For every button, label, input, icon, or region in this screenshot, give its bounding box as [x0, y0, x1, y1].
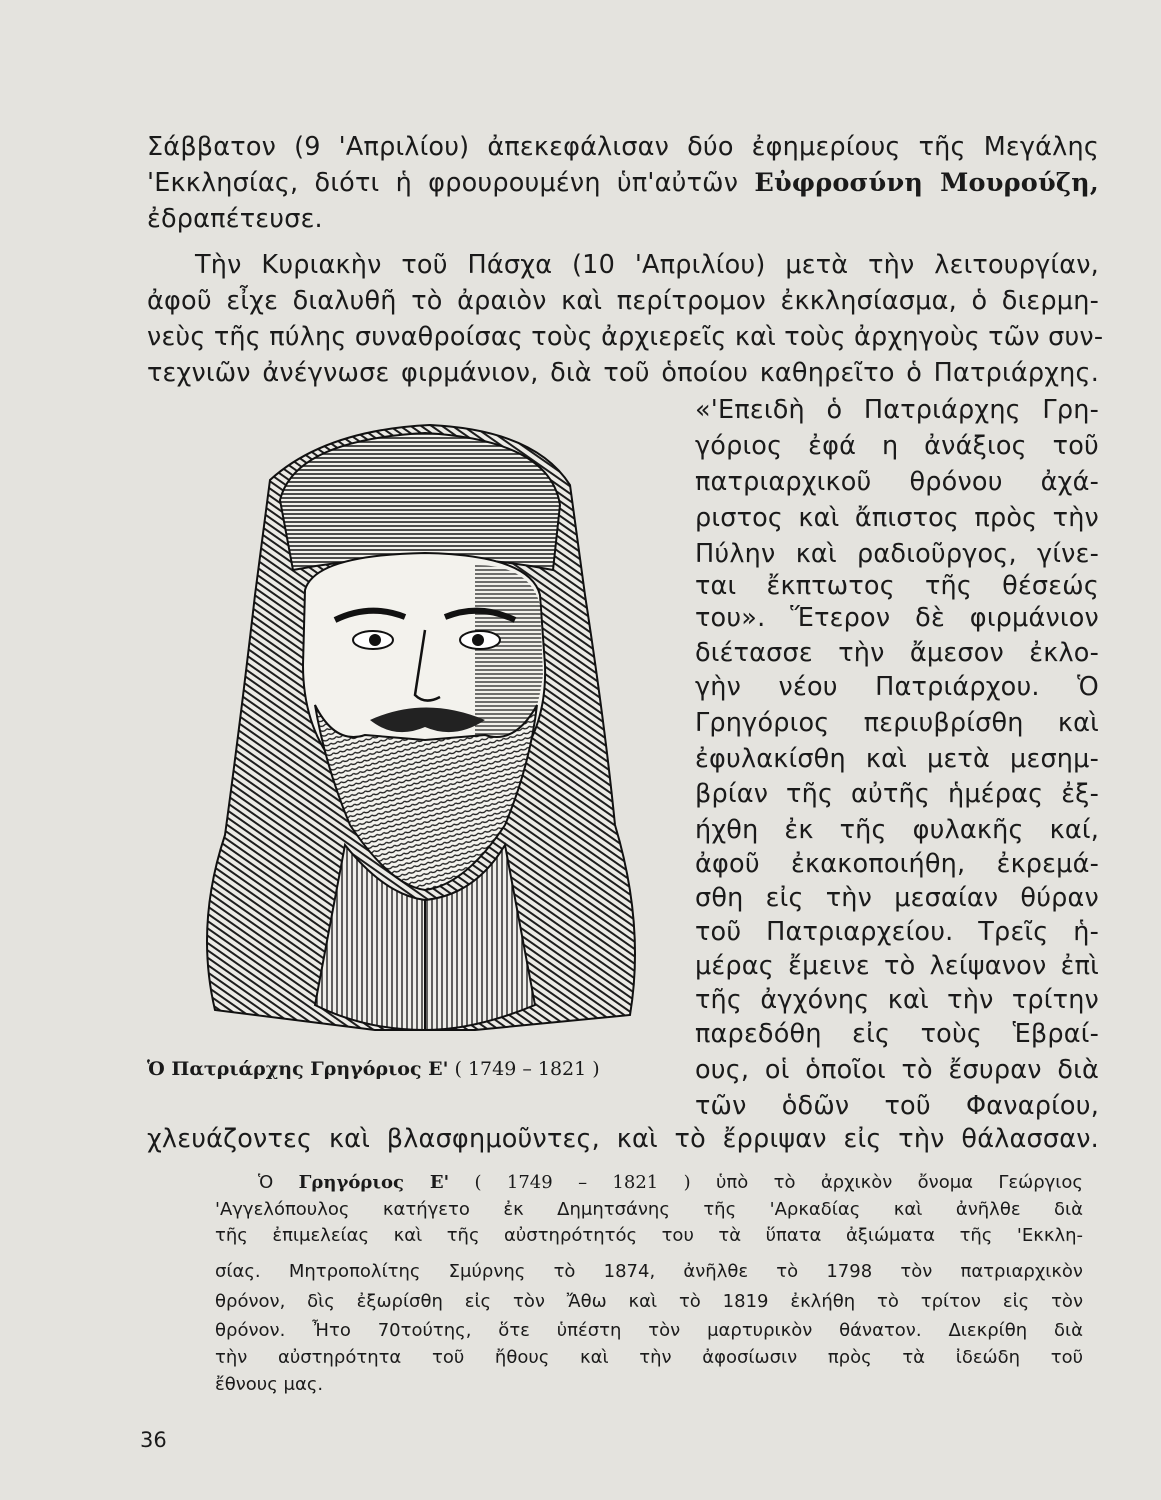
right-line-18: τῆς ἀγχόνης καὶ τὴν τρίτην: [695, 985, 1099, 1015]
right-line-17: μέρας ἔμεινε τὸ λείψανον ἐπὶ: [695, 951, 1099, 981]
right-line-1: «'Επειδὴ ὁ Πατριάρχης Γρη-: [695, 395, 1099, 425]
right-line-6: ται ἔκπτωτος τῆς θέσεώς: [695, 571, 1099, 601]
right-line-20: ους, οἱ ὁποῖοι τὸ ἔσυραν διὰ: [695, 1055, 1099, 1085]
page-number: 36: [140, 1428, 167, 1452]
footnote-prefix: Ὁ: [258, 1172, 274, 1193]
right-line-12: βρίαν τῆς αὐτῆς ἡμέρας ἐξ-: [695, 779, 1099, 809]
right-line-19: παρεδόθη εἰς τοὺς Ἑβραί-: [695, 1019, 1099, 1049]
right-line-5: Πύλην καὶ ραδιοῦργος, γίνε-: [695, 539, 1099, 569]
body-line-6: νεὺς τῆς πύλης συναθροίσας τοὺς ἀρχιερεῖς καὶ τοὺς ἀρχηγοὺς τῶν συν-: [147, 322, 1104, 352]
footnote-line-3: τῆς ἐπιμελείας καὶ τῆς αὐστηρότητός του τὰ ὕπατα ἀξιώματα τῆς 'Εκκλη-: [215, 1225, 1083, 1246]
footnote-bold-name: Γρηγόριος Ε': [298, 1172, 450, 1193]
footnote-line-5: θρόνον, δὶς ἐξωρίσθη εἰς τὸν Ἄθω καὶ τὸ 1819 ἐκλήθη τὸ τρίτον εἰς τὸν: [215, 1291, 1083, 1312]
right-line-7: του». Ἕτερον δὲ φιρμάνιον: [695, 603, 1099, 633]
footnote-line-1: [258, 1170, 1083, 1195]
body-line-5: ἀφοῦ εἶχε διαλυθῆ τὸ ἀραιὸν καὶ περίτρομον ἐκκλησίασμα, ὁ διερμη-: [147, 286, 1099, 316]
body-line-7: τεχνιῶν ἀνέγνωσε φιρμάνιον, διὰ τοῦ ὁποίου καθηρεῖτο ὁ Πατριάρχης.: [147, 358, 1099, 388]
right-line-4: ριστος καὶ ἄπιστος πρὸς τὴν: [695, 503, 1099, 533]
body-line-4: Τὴν Κυριακὴν τοῦ Πάσχα (10 'Απριλίου) μετὰ τὴν λειτουργίαν,: [195, 250, 1099, 280]
right-line-8: διέτασσε τὴν ἄμεσον ἐκλο-: [695, 638, 1099, 668]
right-line-16: τοῦ Πατριαρχείου. Τρεῖς ἡ-: [695, 917, 1099, 947]
footnote-line-1-rest: ὑπὸ τὸ ἀρχικὸν ὄνομα Γεώργιος: [715, 1172, 1083, 1193]
right-line-15: σθη εἰς τὴν μεσαίαν θύραν: [695, 883, 1099, 913]
right-line-14: ἀφοῦ ἐκακοποιήθη, ἐκρεμά-: [695, 849, 1099, 879]
footnote-line-2: 'Αγγελόπουλος κατήγετο ἐκ Δημητσάνης τῆς 'Αρκαδίας καὶ ἀνῆλθε διὰ: [215, 1199, 1083, 1220]
caption-dates: ( 1749 – 1821 ): [454, 1058, 600, 1080]
patriarch-portrait: [175, 405, 670, 1045]
footnote-line-6: θρόνον. Ἦτο 70τούτης, ὅτε ὑπέστη τὸν μαρτυρικὸν θάνατον. Διεκρίθη διὰ: [215, 1320, 1083, 1341]
right-line-3: πατριαρχικοῦ θρόνου ἀχά-: [695, 467, 1099, 497]
body-line-2: [147, 166, 1099, 200]
right-line-13: ήχθη ἐκ τῆς φυλακῆς καί,: [695, 815, 1099, 845]
body-line-1: Σάββατον (9 'Απριλίου) ἀπεκεφάλισαν δύο ἐφημερίους τῆς Μεγάλης: [147, 132, 1099, 162]
bold-name-mourouzi: Εὐφροσύνη Μουρούζη,: [754, 168, 1099, 198]
footnote-line-8: ἔθνους μας.: [215, 1374, 324, 1395]
right-line-2: γόριος ἐφά η ἀνάξιος τοῦ: [695, 431, 1099, 461]
footnote-line-7: τὴν αὐστηρότητα τοῦ ἤθους καὶ τὴν ἀφοσίωσιν πρὸς τὰ ἰδεώδη τοῦ: [215, 1347, 1083, 1368]
body-line-2-text: 'Εκκλησίας, διότι ἡ φρουρουμένη ὑπ'αὐτῶν: [147, 168, 739, 198]
portrait-caption: [147, 1053, 600, 1085]
right-line-11: ἐφυλακίσθη καὶ μετὰ μεσημ-: [695, 744, 1099, 774]
right-line-10: Γρηγόριος περιυβρίσθη καὶ: [695, 708, 1099, 738]
body-final-line: χλευάζοντες καὶ βλασφημοῦντες, καὶ τὸ ἔρριψαν εἰς τὴν θάλασσαν.: [147, 1124, 1099, 1154]
footnote-dates: ( 1749 – 1821 ): [474, 1172, 691, 1193]
right-line-21: τῶν ὁδῶν τοῦ Φαναρίου,: [695, 1091, 1099, 1121]
caption-name: Ὁ Πατριάρχης Γρηγόριος Ε': [147, 1058, 449, 1080]
right-line-9: γὴν νέου Πατριάρχου. Ὁ: [695, 672, 1099, 702]
body-line-3: ἐδραπέτευσε.: [147, 204, 323, 234]
footnote-line-4: σίας. Μητροπολίτης Σμύρνης τὸ 1874, ἀνῆλθε τὸ 1798 τὸν πατριαρχικὸν: [215, 1261, 1083, 1282]
